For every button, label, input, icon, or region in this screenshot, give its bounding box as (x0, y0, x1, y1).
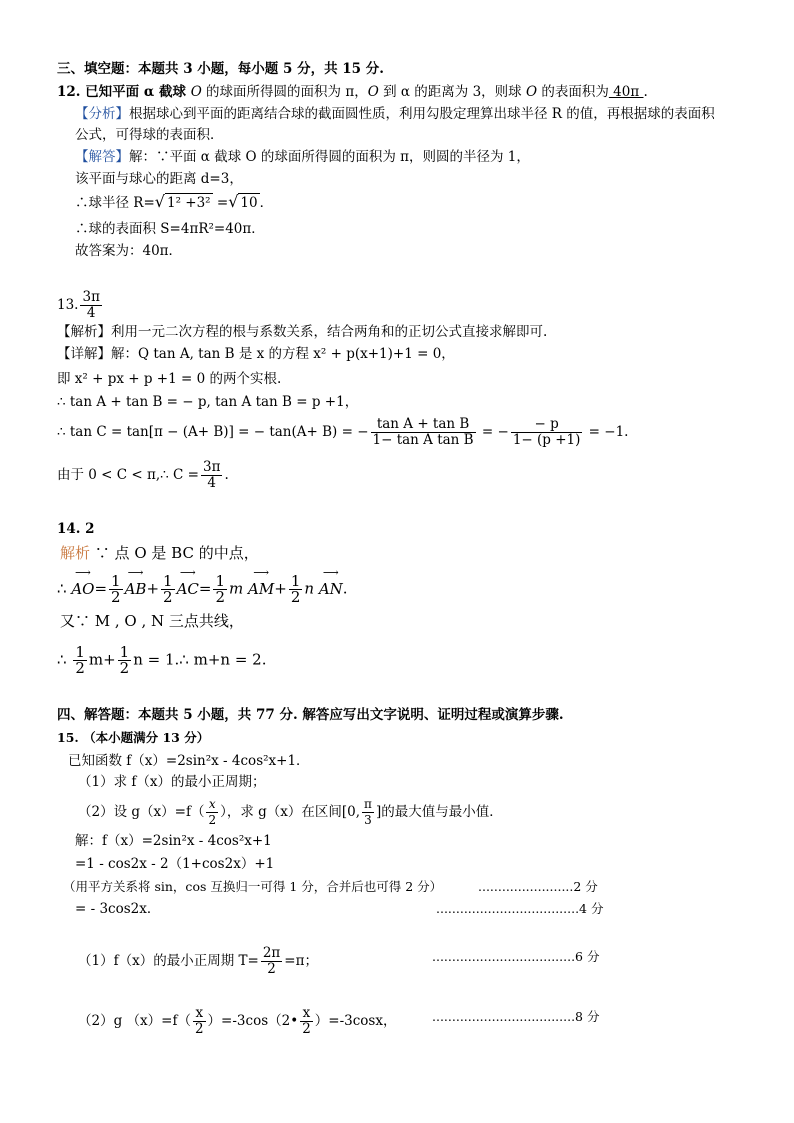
section-4-heading: 四、解答题：本题共 5 小题，共 77 分. 解答应写出文字说明、证明过程或演算步骤. (57, 707, 564, 723)
q12-answer: 40π (608, 84, 644, 100)
q15-stem: 已知函数 f（x）=2sin²x - 4cos²x+1． (68, 753, 310, 769)
q14-line-3: 又∵ M , O , N 三点共线， (60, 612, 244, 630)
q12-analysis: 【分析】根据球心到平面的距离结合球的截面圆性质，利用勾股定理算出球半径 R 的值，再根据球的表面积 (75, 106, 715, 122)
q12-stem: 12. 已知平面 α 截球 O 的球面所得圆的面积为 π，O 到 α 的距离为 3，则球 O 的表面积为 40π . (57, 84, 648, 100)
q13-detail-3: ∴ tan A + tan B = − p, tan A tan B = p +1， (57, 394, 359, 410)
q14-line-2: ∴ ⟶ AO= $\frac{1}{2}$ ⟶ AB+ $\frac{1}{2}$ ⟶ AC= $\frac{1}{2}$ m ⟶ AM+ $\frac{1}{2}$ n ⟶ AN. (57, 574, 348, 605)
q13-detail-5: 由于 0 < C < π,∴ C = $\frac{3\pi}{4}$ . (57, 459, 229, 491)
q12-solution: 【解答】解：∵平面 α 截球 O 的球面所得圆的面积为 π，则圆的半径为 1， (75, 149, 530, 165)
q15-score-6: ....................................6 分 (432, 949, 600, 964)
q12-solution-3: ∴球半径 R=√ 1² +3² =√ 10 ． (75, 192, 274, 211)
q12-solution-4: ∴球的表面积 S=4πR²=40π． (75, 221, 265, 237)
q13-detail-2: 即 x² + px + p +1 = 0 的两个实根. (57, 371, 282, 387)
q13-answer: 13. $\frac{3\pi}{4}$ (57, 289, 100, 321)
q14-line-4: ∴ $\frac{1}{2}$ m+ $\frac{1}{2}$ n = 1.∴ m+n = 2. (57, 643, 267, 677)
q15-part-2: （2）设 g（x）=f（ $\frac{x}{2}$ ），求 g（x）在区间[0, $\frac{\pi}{3}$ ]的最大值与最小值． (78, 797, 503, 827)
q15-solution-5: （1）f（x）的最小正周期 T= $\frac{2\pi}{2}$ =π； (78, 945, 318, 977)
q12-solution-2: 该平面与球心的距离 d=3， (75, 171, 243, 187)
q13-detail-1: 【详解】解：Q tan A, tan B 是 x 的方程 x² + p(x+1)+1 = 0， (57, 346, 455, 362)
q15-score-8: ....................................8 分 (432, 1009, 600, 1024)
section-3-heading: 三、填空题：本题共 3 小题，每小题 5 分，共 15 分. (57, 61, 384, 77)
q15-solution-4: = - 3cos2x． (75, 901, 161, 917)
q15-score-2: ........................2 分 (478, 879, 598, 894)
q12-solution-5: 故答案为：40π． (75, 243, 183, 259)
q15-solution-3: （用平方关系将 sin，cos 互换归一可得 1 分，合并后也可得 2 分） (63, 879, 443, 894)
q13-detail-4: ∴ tan C = tan[π − (A+ B)] = − tan(A+ B) = − $\frac{\text{tan A + tan B}}{\text{1− tan A tan B}}$ = − $\frac{- p}{1- (p +1)}$ = −1. (57, 416, 629, 448)
q14-line-1: 解析 ∵ 点 O 是 BC 的中点， (60, 544, 259, 562)
q13-jiexi: 【解析】利用一元二次方程的根与系数关系，结合两角和的正切公式直接求解即可. (57, 324, 548, 340)
q12-analysis-2: 公式，可得球的表面积． (75, 127, 224, 143)
q15-score-4: ....................................4 分 (436, 901, 604, 916)
q14-answer: 14. 2 (57, 521, 95, 537)
q15-solution-1: 解：f（x）=2sin²x - 4cos²x+1 (75, 833, 272, 849)
q15-part-1: （1）求 f（x）的最小正周期； (78, 774, 266, 790)
q15-solution-2: =1 - cos2x - 2（1+cos2x）+1 (75, 856, 275, 872)
q15-solution-6: （2）g （x）=f（ $\frac{x}{2}$ ）=-3cos（2• $\frac{x}{2}$ ）=-3cosx， (78, 1005, 397, 1037)
q15-number: 15. （本小题满分 13 分） (57, 730, 210, 745)
